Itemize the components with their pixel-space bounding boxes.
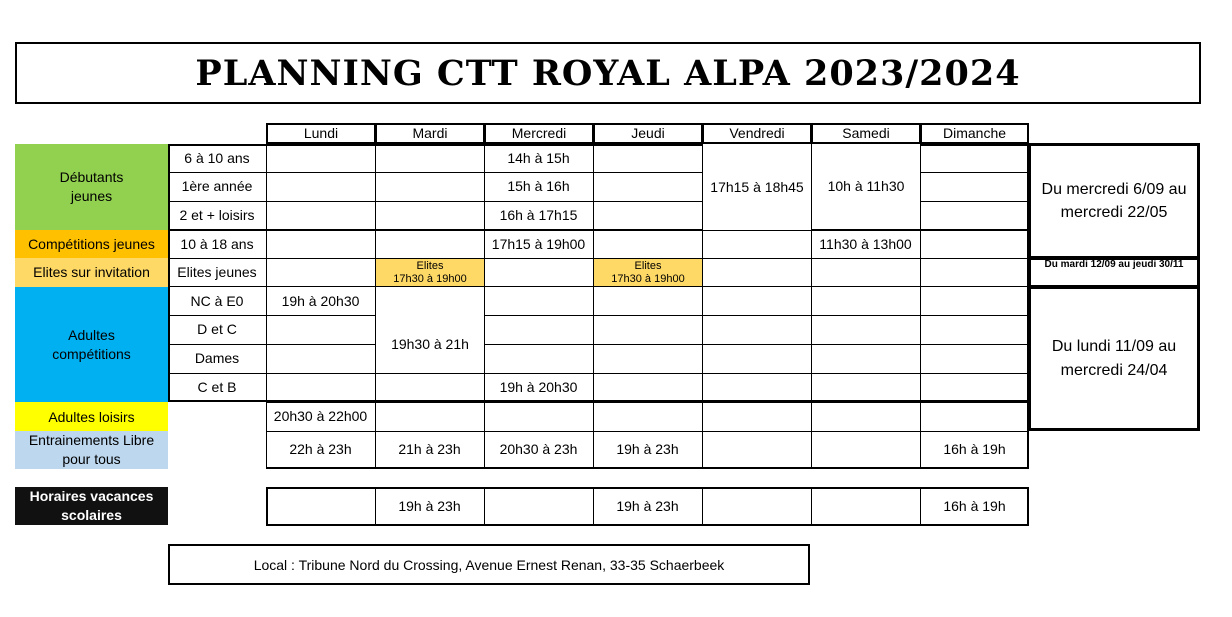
slot-mercredi-cb: 19h à 20h30 (499, 378, 578, 395)
day-header-vendredi: Vendredi (702, 123, 812, 144)
slot-libre-mardi: 21h à 23h (398, 440, 461, 457)
group-6-10-ans: 6 à 10 ans (184, 149, 250, 166)
group-dames: Dames (194, 350, 240, 367)
slot-vacances-mardi: 19h à 23h (398, 498, 461, 515)
slot-jeudi-elites: Elites 17h30 à 19h00 (594, 259, 702, 286)
day-header-dimanche: Dimanche (920, 123, 1029, 144)
day-header-samedi: Samedi (811, 123, 921, 144)
period-elites: Du mardi 12/09 au jeudi 30/11 (1028, 257, 1200, 288)
day-header-mardi: Mardi (375, 123, 485, 144)
slot-libre-dimanche: 16h à 19h (943, 440, 1006, 457)
slot-samedi-debutants: 10h à 11h30 (812, 144, 920, 229)
category-elites: Elites sur invitation (15, 258, 168, 287)
slot-lundi-nc: 19h à 20h30 (281, 292, 360, 309)
slot-mercredi-6-10: 14h à 15h (507, 149, 570, 166)
slot-vendredi-debutants: 17h15 à 18h45 (703, 144, 811, 230)
group-elites-jeunes: Elites jeunes (177, 263, 257, 280)
category-adultes-competitions: Adultes compétitions (15, 287, 168, 402)
group-2-et-loisirs: 2 et + loisirs (179, 207, 255, 224)
group-10-18-ans: 10 à 18 ans (180, 235, 254, 252)
category-entrainements-libre: Entrainements Libre pour tous (15, 431, 168, 469)
day-header-mercredi: Mercredi (484, 123, 594, 144)
title-box (15, 42, 1201, 104)
category-adultes-loisirs: Adultes loisirs (15, 402, 168, 431)
slot-mercredi-1ere: 15h à 16h (507, 178, 570, 195)
category-vacances: Horaires vacances scolaires (15, 487, 168, 525)
period-debutants: Du mercredi 6/09 au mercredi 22/05 (1028, 143, 1200, 259)
page-title: PLANNING CTT ROYAL ALPA 2023/2024 (195, 52, 1021, 94)
slot-vacances-dimanche: 16h à 19h (943, 498, 1006, 515)
slot-libre-mercredi: 20h30 à 23h (499, 440, 578, 457)
slot-mardi-elites: Elites 17h30 à 19h00 (376, 259, 484, 286)
period-adultes: Du lundi 11/09 au mercredi 24/04 (1028, 286, 1200, 431)
category-competitions-jeunes: Compétitions jeunes (15, 230, 168, 258)
slot-libre-jeudi: 19h à 23h (616, 440, 679, 457)
local-address: Local : Tribune Nord du Crossing, Avenue Ernest Renan, 33-35 Schaerbeek (168, 544, 810, 585)
day-header-jeudi: Jeudi (593, 123, 703, 144)
category-debutants: Débutants jeunes (15, 144, 168, 230)
slot-libre-lundi: 22h à 23h (289, 440, 352, 457)
group-c-et-b: C et B (197, 378, 237, 395)
slot-mercredi-2et: 16h à 17h15 (499, 207, 578, 224)
loisirs-row-frame (266, 401, 1029, 432)
slot-mercredi-10-18: 17h15 à 19h00 (491, 235, 586, 252)
slot-mardi-adultes: 19h30 à 21h (376, 315, 484, 373)
group-nc-e0: NC à E0 (190, 292, 244, 309)
group-d-et-c: D et C (197, 321, 237, 338)
slot-samedi-10-18: 11h30 à 13h00 (819, 235, 912, 252)
group-1ere-annee: 1ère année (181, 178, 253, 195)
slot-vacances-jeudi: 19h à 23h (616, 498, 679, 515)
day-header-lundi: Lundi (266, 123, 376, 144)
slot-lundi-loisirs: 20h30 à 22h00 (273, 408, 368, 425)
